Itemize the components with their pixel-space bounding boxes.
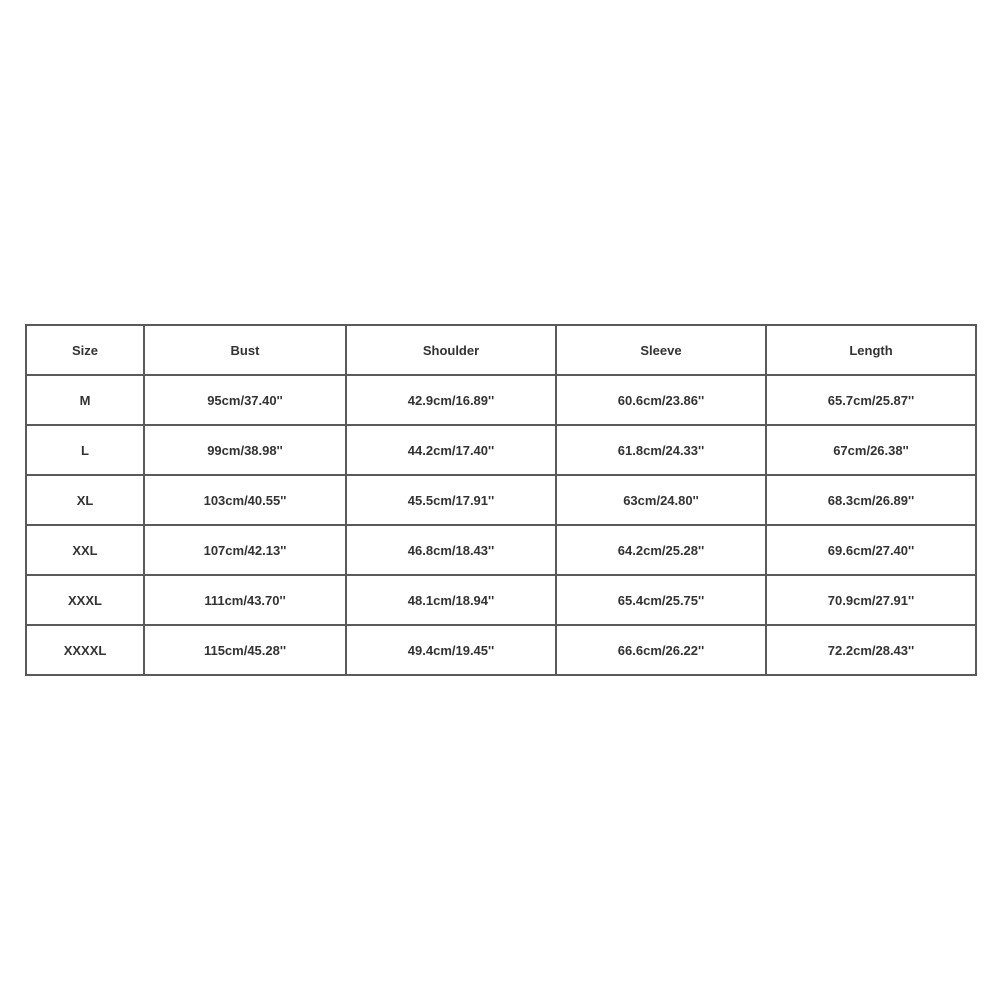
header-sleeve: Sleeve [556,325,766,375]
shoulder-cell: 42.9cm/16.89'' [346,375,556,425]
header-length: Length [766,325,976,375]
header-shoulder: Shoulder [346,325,556,375]
bust-cell: 115cm/45.28'' [144,625,346,675]
sleeve-cell: 61.8cm/24.33'' [556,425,766,475]
length-cell: 69.6cm/27.40'' [766,525,976,575]
sleeve-cell: 64.2cm/25.28'' [556,525,766,575]
sleeve-cell: 63cm/24.80'' [556,475,766,525]
table-row [26,425,976,475]
sleeve-cell: 60.6cm/23.86'' [556,375,766,425]
size-cell: M [26,375,144,425]
header-size: Size [26,325,144,375]
size-cell: XL [26,475,144,525]
shoulder-cell: 44.2cm/17.40'' [346,425,556,475]
table-row [26,625,976,675]
size-cell: L [26,425,144,475]
size-cell: XXXL [26,575,144,625]
size-chart-table [25,324,977,676]
size-cell: XXL [26,525,144,575]
length-cell: 65.7cm/25.87'' [766,375,976,425]
length-cell: 72.2cm/28.43'' [766,625,976,675]
length-cell: 67cm/26.38'' [766,425,976,475]
shoulder-cell: 46.8cm/18.43'' [346,525,556,575]
bust-cell: 95cm/37.40'' [144,375,346,425]
sleeve-cell: 66.6cm/26.22'' [556,625,766,675]
bust-cell: 111cm/43.70'' [144,575,346,625]
bust-cell: 103cm/40.55'' [144,475,346,525]
shoulder-cell: 48.1cm/18.94'' [346,575,556,625]
shoulder-cell: 45.5cm/17.91'' [346,475,556,525]
size-cell: XXXXL [26,625,144,675]
bust-cell: 99cm/38.98'' [144,425,346,475]
table-row [26,575,976,625]
shoulder-cell: 49.4cm/19.45'' [346,625,556,675]
table-row [26,525,976,575]
length-cell: 70.9cm/27.91'' [766,575,976,625]
sleeve-cell: 65.4cm/25.75'' [556,575,766,625]
length-cell: 68.3cm/26.89'' [766,475,976,525]
table-row [26,375,976,425]
header-bust: Bust [144,325,346,375]
table-row [26,475,976,525]
bust-cell: 107cm/42.13'' [144,525,346,575]
header-row [26,325,976,375]
